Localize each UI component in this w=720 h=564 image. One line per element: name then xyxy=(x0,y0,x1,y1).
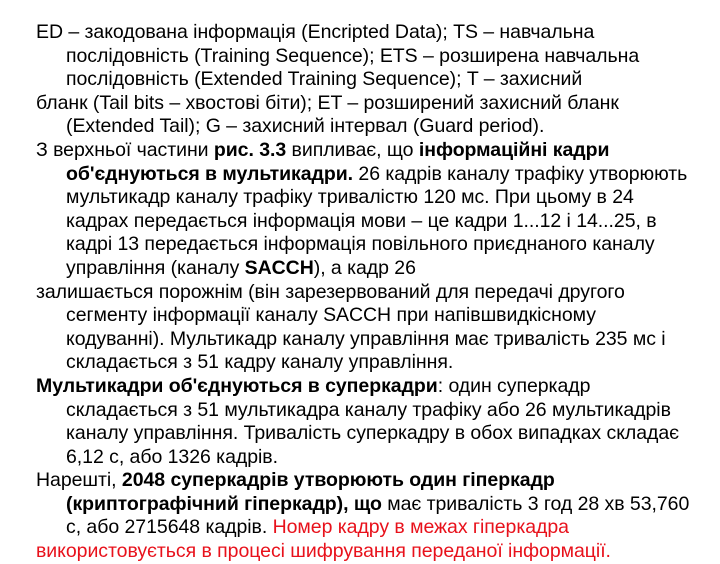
text-run: 26 кадрів каналу трафіку утворюють мультикадр каналу трафіку тривалістю 120 мс. При цьому в 24 кадрах передається інформація мови – це кадри 1...12 і 14...25, в кадрі 13 передається інформація повільного приєднаного каналу управління (каналу xyxy=(66,162,688,279)
paragraph-abbreviations-1 xyxy=(36,21,696,92)
text-run: : один суперкадр складається з 51 мультикадра каналу трафіку або 26 мультикадрів каналу управління. Тривалість суперкадру в обох випадках складає 6,12 с, або 1326 кадрів. xyxy=(66,374,680,468)
text-run: випливає, що xyxy=(286,138,419,161)
text-run: залишається порожнім (він зарезервований для передачі другого сегменту інформації каналу SACCH при напівшвидкісному кодуванні). Мультикадр каналу управління має тривалість 235 мс і складається з 51 кадру каналу управління. xyxy=(36,280,666,374)
highlighted-text: використовується в процесі шифрування переданої інформації. xyxy=(36,540,611,563)
text-run: З верхньої частини xyxy=(36,138,214,161)
paragraph-encryption xyxy=(36,540,696,564)
text-block xyxy=(36,21,696,564)
text-run: бланк (Tail bits – хвостові біти); ET – розширений захисний бланк (Extended Tail); G – захисний інтервал (Guard period). xyxy=(36,91,619,138)
paragraph-abbreviations-2 xyxy=(36,92,696,139)
figure-reference: рис. 3.3 xyxy=(213,138,287,161)
key-statement: Мультикадри об'єднуються в суперкадри xyxy=(36,374,438,397)
paragraph-superframes xyxy=(36,375,696,469)
key-statement: 2048 суперкадрів утворюють один гіперкадр (криптографічний гіперкадр), що xyxy=(66,469,555,515)
paragraph-control-multiframe xyxy=(36,281,696,375)
highlighted-text: Номер кадру в межах гіперкадра xyxy=(272,516,569,539)
text-run: ED – закодована інформація (Encripted Data); TS – навчальна послідовність (Training Sequence); ETS – розширена навчальна послідовність (Extended Training Sequence); T – захисний xyxy=(36,21,640,91)
text-run: Нарешті, xyxy=(36,469,122,492)
paragraph-multiframes xyxy=(36,139,696,281)
paragraph-hyperframe xyxy=(36,469,696,540)
text-run: має тривалість 3 год 28 хв 53,760 с, або 2715648 кадрів. xyxy=(66,492,690,539)
key-statement: інформаційні кадри об'єднуються в мультикадри. xyxy=(66,138,610,185)
text-run: ), а кадр 26 xyxy=(313,256,416,279)
channel-name: SACCH xyxy=(244,256,314,279)
